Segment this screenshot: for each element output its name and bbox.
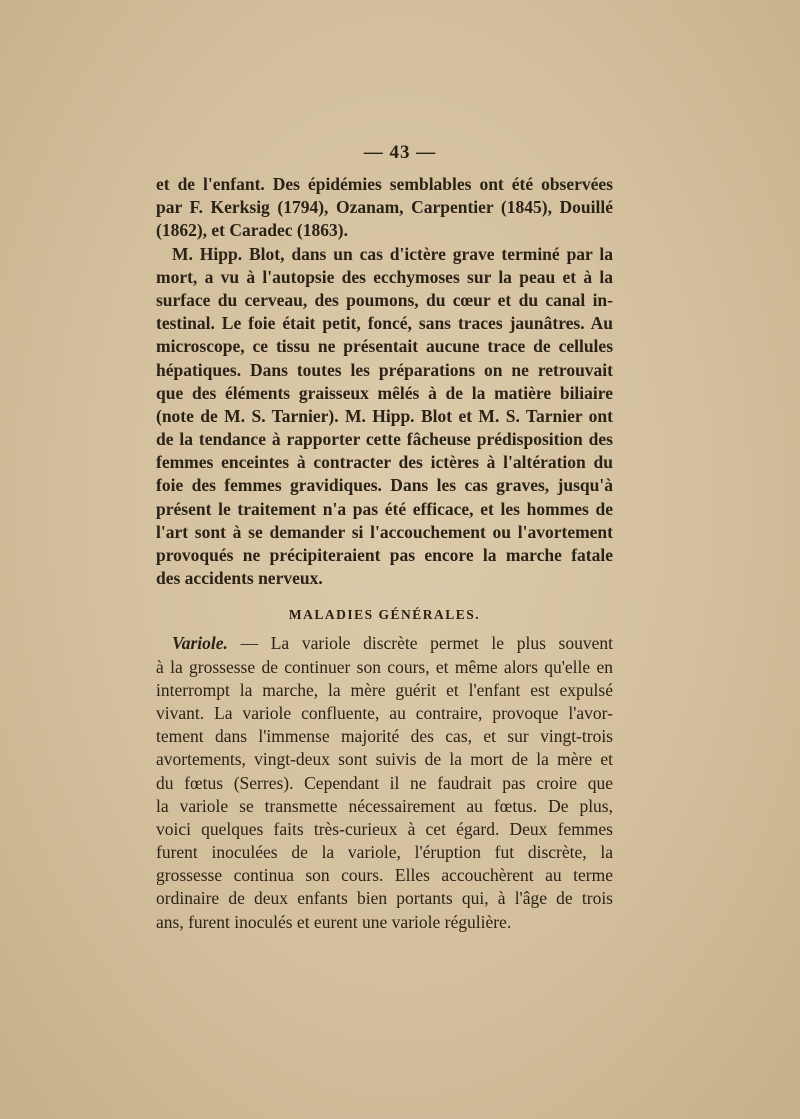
text-line: et de l'enfant. Des épidémies semblables ont été observées xyxy=(156,174,613,194)
text-line: des accidents nerveux. xyxy=(156,568,323,589)
text-line: hépatiques. Dans toutes les préparations on ne retrouvait xyxy=(156,359,613,380)
text-run: — La variole discrète permet le plus souvent xyxy=(227,633,613,654)
text-line: de la tendance à rapporter cette fâcheuse prédisposition des xyxy=(156,429,613,450)
text-line: la variole se transmette nécessairement au fœtus. De plus, xyxy=(156,795,613,816)
text-line: tement dans l'immense majorité des cas, et sur vingt-trois xyxy=(156,726,613,747)
text-line: M. Hipp. Blot, dans un cas d'ictère grave terminé par la xyxy=(172,243,613,264)
text-line: vivant. La variole confluente, au contraire, provoque l'avor- xyxy=(156,702,613,723)
text-line: grossesse continua son cours. Elles accouchèrent au terme xyxy=(156,865,613,886)
text-line: à la grossesse de continuer son cours, et même alors qu'elle en xyxy=(156,656,613,677)
text-line: foie des femmes gravidiques. Dans les cas graves, jusqu'à xyxy=(156,475,613,496)
text-line: provoqués ne précipiteraient pas encore la marche fatale xyxy=(156,545,613,565)
section-heading: MALADIES GÉNÉRALES. xyxy=(288,607,481,623)
page-number: — 43 — xyxy=(363,142,437,163)
text-line: par F. Kerksig (1794), Ozanam, Carpentier (1845), Douillé xyxy=(156,197,613,218)
text-line xyxy=(156,632,613,655)
text-line: furent inoculées de la variole, l'éruption fut discrète, la xyxy=(156,842,613,863)
text-line: testinal. Le foie était petit, foncé, sans traces jaunâtres. Au xyxy=(156,313,613,334)
text-line: l'art sont à se demander si l'accouchement ou l'avortement xyxy=(156,521,613,542)
text-line: microscope, ce tissu ne présentait aucune trace de cellules xyxy=(156,336,613,357)
text-line: mort, a vu à l'autopsie des ecchymoses sur la peau et à la xyxy=(156,266,613,287)
text-block xyxy=(156,173,613,934)
text-line: femmes enceintes à contracter des ictères à l'altération du xyxy=(156,452,613,473)
text-line: ordinaire de deux enfants bien portants qui, à l'âge de trois xyxy=(156,888,613,909)
text-line: (1862), et Caradec (1863). xyxy=(156,220,348,241)
text-line: interrompt la marche, la mère guérit et l'enfant est expulsé xyxy=(156,679,613,700)
text-line: présent le traitement n'a pas été efficace, et les hommes de xyxy=(156,498,613,519)
text-line: surface du cerveau, des poumons, du cœur et du canal in- xyxy=(156,289,613,310)
text-line: voici quelques faits très-curieux à cet égard. Deux femmes xyxy=(156,818,613,839)
text-line: ans, furent inoculés et eurent une variole régulière. xyxy=(156,911,512,932)
text-line: avortements, vingt-deux sont suivis de la mort de la mère et xyxy=(156,749,613,770)
text-line: du fœtus (Serres). Cependant il ne faudrait pas croire que xyxy=(156,772,613,793)
text-line: que des éléments graisseux mêlés à de la matière biliaire xyxy=(156,382,613,403)
variole-lead: Variole. xyxy=(172,633,228,654)
text-line: (note de M. S. Tarnier). M. Hipp. Blot et M. S. Tarnier ont xyxy=(156,405,613,426)
